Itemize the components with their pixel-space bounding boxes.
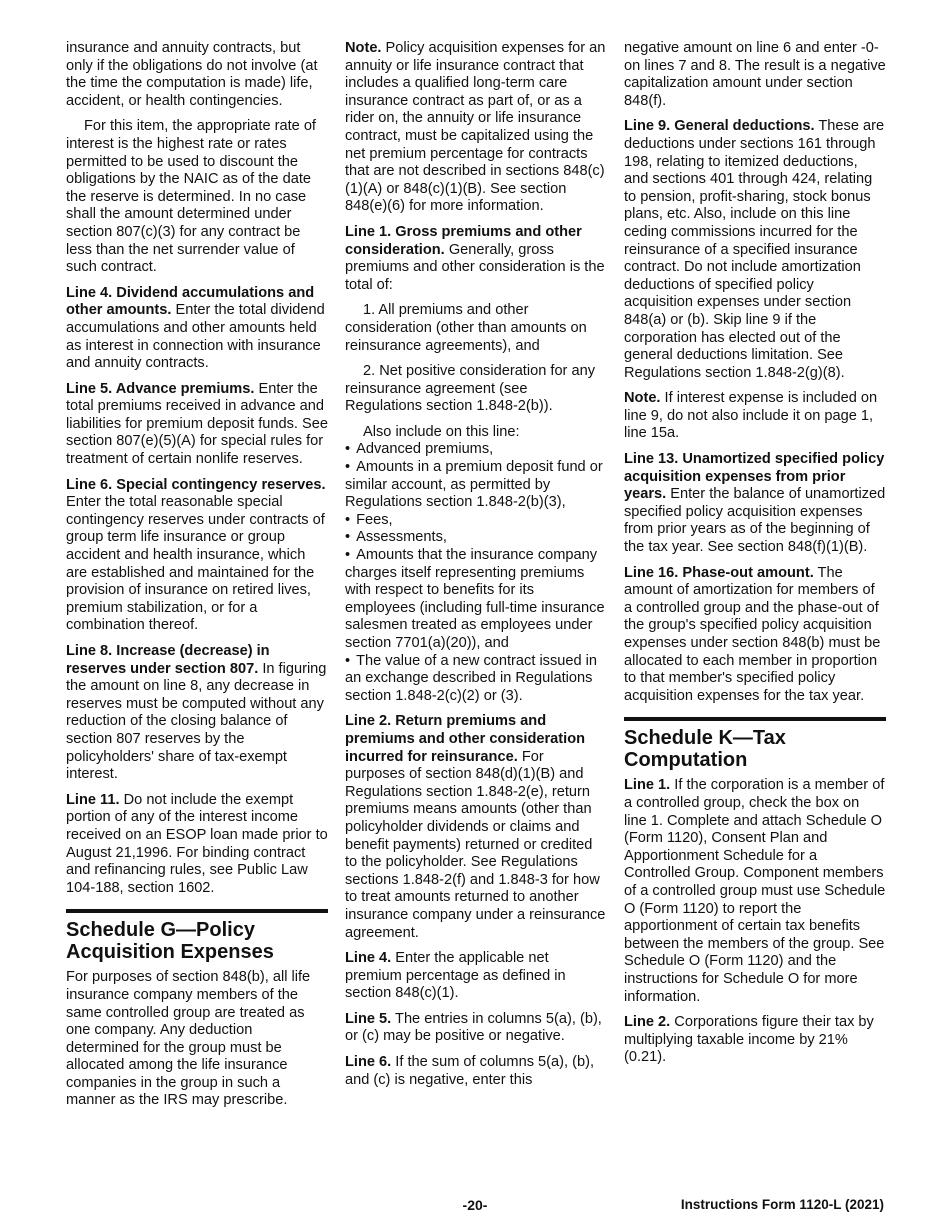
section-divider [66, 909, 328, 913]
line-heading: Line 8. Increase (decrease) in reserves under section 807. [66, 643, 270, 677]
line-5-section [66, 381, 328, 469]
line-9-section [624, 118, 886, 382]
line-heading: Line 1. Gross premiums and other consideration. [345, 223, 582, 258]
line-heading: Line 13. Unamortized specified policy acquisition expenses from prior years. [624, 451, 885, 503]
line-2-section [345, 713, 607, 942]
line-6-section [66, 477, 328, 635]
paragraph: For this item, the appropriate rate of interest is the highest rate or rates permitted to be used to discount the obligations by the NAIC as of the date the reserve is determined. In no case shall the amount determined under section 807(c)(3) for any contract be less than the net surrender value of such contract. [66, 118, 316, 276]
line-text: The entries in columns 5(a), (b), or (c) may be positive or negative. [345, 1010, 602, 1045]
line-13-section [624, 451, 886, 557]
line-text: Do not include the exempt portion of any of the interest income received on an ESOP loan made prior to August 21,1996. For binding contract and refinancing rules, see Public Law 104-188, section 1602. [66, 791, 328, 896]
line-heading: Line 2. Return premiums and premiums and other consideration incurred for reinsurance. [345, 713, 586, 765]
line-5-section [345, 1011, 607, 1046]
line-text: In figuring the amount on line 8, any decrease in reserves must be computed without any reduction of the closing balance of section 807 reserves by the policyholders' share of tax-exempt interest. [66, 660, 327, 783]
line-text: For purposes of section 848(d)(1)(B) and Regulations section 1.848-2(e), return premiums means amounts (other than policyholder dividends or claims and benefit payments) returned or credited to the policyholder. See Regulations sections 1.848-2(f) and 1.848-3 for how to treat amounts returned to another insurance company under a reinsurance agreement. [345, 748, 606, 941]
schedule-g-title: Schedule G—Policy Acquisition Expenses [66, 919, 274, 964]
line-heading: Line 11. [66, 791, 120, 808]
note-label: Note. [624, 390, 661, 407]
note-text: If interest expense is included on line 9, do not also include it on page 1, line 15a. [624, 390, 878, 442]
line-heading: Line 6. Special contingency reserves. [66, 476, 326, 493]
line-8-section [66, 643, 328, 784]
line-4-section [345, 950, 607, 1003]
line-text: Corporations figure their tax by multiplying taxable income by 21% (0.21). [624, 1014, 874, 1066]
line-text: Enter the total premiums received in advance and liabilities for premium deposit funds. See section 807(e)(5)(A) for special rules for treatment of certain nonlife reserves. [66, 380, 329, 468]
line-6-section [345, 1054, 607, 1089]
page-number: -20- [462, 1197, 488, 1213]
line-11-section [66, 792, 328, 898]
line-heading: Line 6. [345, 1054, 392, 1071]
line-text: Generally, gross premiums and other consideration is the total of: [345, 241, 605, 293]
schedule-k-title: Schedule K—Tax Computation [624, 727, 786, 772]
line-heading: Line 5. Advance premiums. [66, 380, 255, 397]
line-text: Enter the balance of unamortized specified policy acquisition expenses from prior years as of the beginning of the tax year. See section 848(f)(1)(B). [624, 486, 886, 556]
note-section [345, 40, 607, 216]
bullet-item: • Advanced premiums, [345, 441, 607, 459]
line-heading: Line 16. Phase-out amount. [624, 564, 814, 581]
column-3 [624, 40, 886, 1075]
bullet-item: • Fees, [345, 512, 607, 530]
line-4-section [66, 285, 328, 373]
paragraph: negative amount on line 6 and enter -0- on lines 7 and 8. The result is a negative capitalization amount under section 848(f). [624, 40, 886, 109]
line-text: If the sum of columns 5(a), (b), and (c) is negative, enter this [345, 1054, 595, 1088]
numbered-item: 2. Net positive consideration for any reinsurance agreement (see Regulations section 1.848-2(b)). [345, 363, 596, 415]
line-text: Enter the applicable net premium percentage as defined in section 848(c)(1). [345, 950, 566, 1002]
note-text: Policy acquisition expenses for an annuity or life insurance contract that includes a qualified long-term care insurance contract as part of, or as a rider on, the annuity or life insurance contract, must be capitalized using the net premium percentage for contracts that are not described in sections 848(c)(1)(A) or 848(c)(1)(B). See section 848(e)(6) for more information. [345, 40, 606, 215]
line-16-section [624, 565, 886, 706]
k-line-2-section [624, 1014, 886, 1067]
section-divider [624, 717, 886, 721]
k-line-1-section [624, 777, 886, 1006]
line-text: Enter the total reasonable special contingency reserves under contracts of group term life insurance or group accident and health insurance, which are established and maintained for the provision of insurance on retired lives, premium stabilization, or for a combination thereof. [66, 494, 325, 634]
bullet-item: • Assessments, [345, 529, 607, 547]
bullet-item: • Amounts that the insurance company charges itself representing premiums with respect to benefits for its employees (including full-time insurance salesmen treated as employees under section 7701(a)(20)), and [345, 547, 607, 653]
line-heading: Line 5. [345, 1010, 392, 1027]
column-2 [345, 40, 607, 1097]
line-heading: Line 9. General deductions. [624, 118, 815, 135]
line-text: These are deductions under sections 161 through 198, relating to itemized deductions, and sections 401 through 424, relating to pension, profit-sharing, stock bonus plans, etc. Also, include on this line ceding commissions incurred for the reinsurance of a specified insurance contract. Do not include amortization deductions of specified policy acquisition expenses under section 848(a) or (b). Skip line 9 if the corporation has elected out of the general deductions limitation. See Regulations section 1.848-2(g)(8). [624, 118, 885, 381]
column-1 [66, 40, 328, 1118]
bullet-item: • The value of a new contract issued in an exchange described in Regulations section 1.848-2(c)(2) or (3). [345, 653, 607, 706]
paragraph: insurance and annuity contracts, but only if the obligations do not involve (at the time the computation is made) life, accident, or health contingencies. [66, 40, 318, 109]
line-heading: Line 4. [345, 950, 392, 967]
note-section [624, 390, 886, 443]
paragraph: Also include on this line: [363, 423, 520, 440]
line-text: Enter the total dividend accumulations and other amounts held as interest in connection with insurance and annuity contracts. [66, 302, 325, 372]
line-heading: Line 4. Dividend accumulations and other amounts. [66, 284, 315, 319]
line-heading: Line 1. [624, 777, 671, 794]
numbered-item: 1. All premiums and other consideration (other than amounts on reinsurance agreements), and [345, 302, 587, 354]
line-heading: Line 2. [624, 1014, 671, 1031]
document-title: Instructions Form 1120-L (2021) [680, 1197, 884, 1212]
line-text: The amount of amortization for members of a controlled group and the phase-out of the group's specified policy acquisition expenses under section 848(b) must be allocated to each member in proportion to that member's specified policy acquisition expenses for the tax year. [624, 564, 881, 704]
paragraph: For purposes of section 848(b), all life insurance company members of the same controlled group are treated as one company. Any deduction determined for the group must be allocated among the life insurance companies in the group in such a manner as the IRS may prescribe. [66, 969, 311, 1109]
line-text: If the corporation is a member of a controlled group, check the box on line 1. Complete and attach Schedule O (Form 1120), Consent Plan and Apportionment Schedule for a Controlled Group. Component members of a controlled group must use Schedule O (Form 1120) to report the apportionment of certain tax benefits between the members of the group. See Schedule O (Form 1120) and the instructions for Schedule O for more information. [624, 777, 886, 1005]
note-label: Note. [345, 40, 382, 56]
line-1-section [345, 224, 607, 294]
bullet-item: • Amounts in a premium deposit fund or similar account, as permitted by Regulations section 1.848-2(b)(3), [345, 459, 607, 512]
